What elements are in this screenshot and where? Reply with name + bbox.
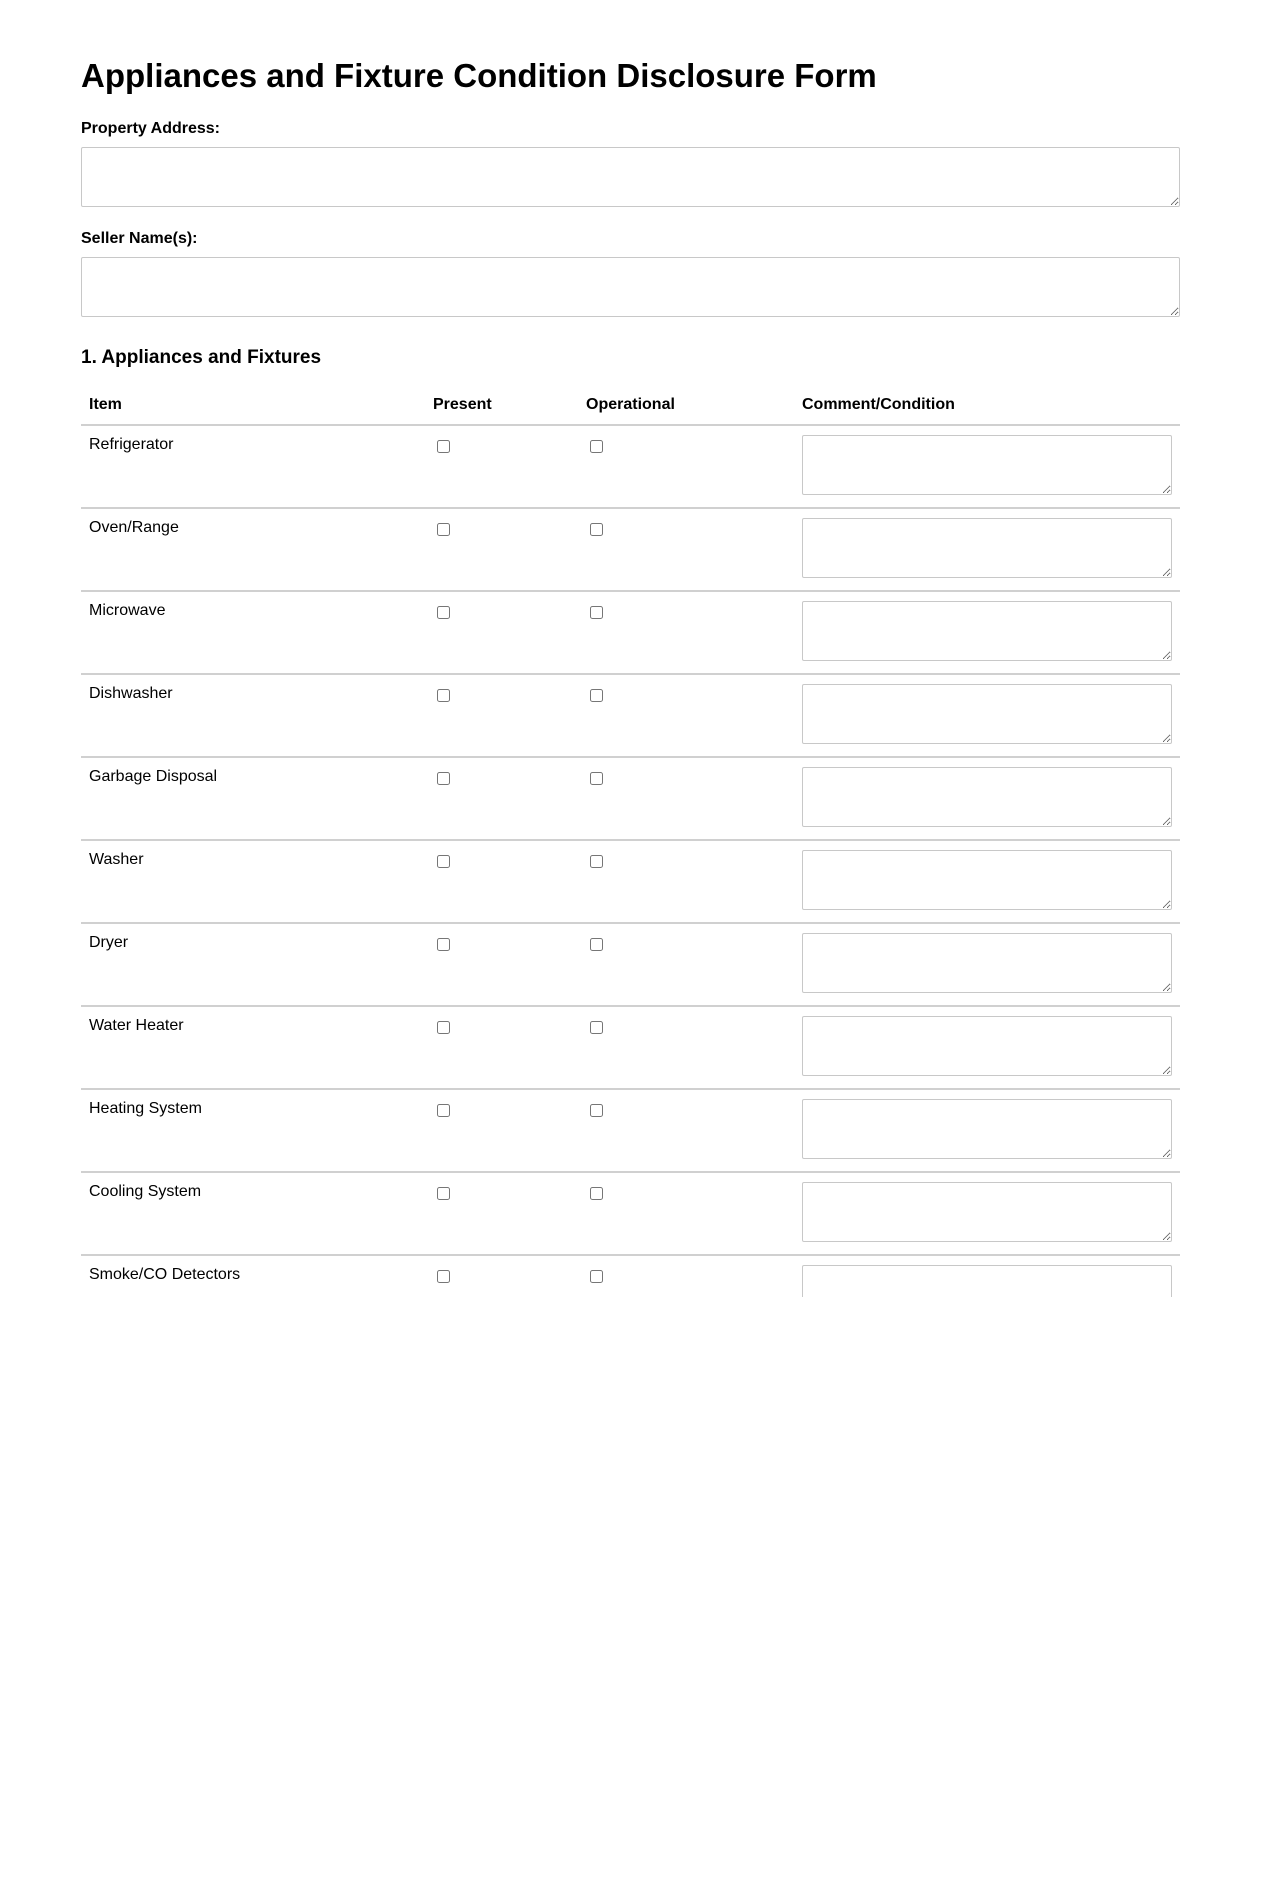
operational-checkbox[interactable] [590, 523, 603, 536]
comment-input[interactable] [802, 850, 1172, 910]
operational-checkbox[interactable] [590, 855, 603, 868]
comment-input[interactable] [802, 933, 1172, 993]
item-name: Dryer [81, 923, 425, 1006]
item-name: Dishwasher [81, 674, 425, 757]
comment-cell [794, 840, 1180, 923]
column-header-comment: Comment/Condition [794, 392, 1180, 425]
table-row [81, 757, 1180, 840]
item-name: Water Heater [81, 1006, 425, 1089]
present-cell [425, 1089, 578, 1172]
comment-cell [794, 757, 1180, 840]
operational-checkbox[interactable] [590, 1187, 603, 1200]
operational-cell [578, 1006, 794, 1089]
item-name: Refrigerator [81, 425, 425, 508]
operational-checkbox[interactable] [590, 440, 603, 453]
table-header-row [81, 392, 1180, 425]
present-cell [425, 425, 578, 508]
operational-cell [578, 591, 794, 674]
comment-cell [794, 1172, 1180, 1255]
operational-cell [578, 1172, 794, 1255]
operational-cell [578, 425, 794, 508]
comment-cell [794, 591, 1180, 674]
table-row [81, 923, 1180, 1006]
present-cell [425, 1255, 578, 1297]
item-name: Microwave [81, 591, 425, 674]
present-checkbox[interactable] [437, 855, 450, 868]
operational-cell [578, 1089, 794, 1172]
table-row [81, 1255, 1180, 1297]
present-cell [425, 757, 578, 840]
present-checkbox[interactable] [437, 606, 450, 619]
table-row [81, 591, 1180, 674]
comment-cell [794, 1089, 1180, 1172]
comment-input[interactable] [802, 767, 1172, 827]
operational-cell [578, 674, 794, 757]
section-heading: 1. Appliances and Fixtures [81, 347, 322, 368]
comment-input[interactable] [802, 435, 1172, 495]
present-checkbox[interactable] [437, 938, 450, 951]
operational-checkbox[interactable] [590, 1270, 603, 1283]
operational-checkbox[interactable] [590, 938, 603, 951]
column-header-operational: Operational [578, 392, 794, 425]
present-cell [425, 1172, 578, 1255]
property-address-input[interactable] [81, 147, 1180, 207]
present-cell [425, 591, 578, 674]
table-row [81, 1006, 1180, 1089]
present-cell [425, 1006, 578, 1089]
item-name: Oven/Range [81, 508, 425, 591]
operational-checkbox[interactable] [590, 1104, 603, 1117]
comment-input[interactable] [802, 518, 1172, 578]
present-checkbox[interactable] [437, 689, 450, 702]
item-name: Cooling System [81, 1172, 425, 1255]
operational-cell [578, 923, 794, 1006]
appliances-table [81, 392, 1180, 1297]
present-checkbox[interactable] [437, 1187, 450, 1200]
item-name: Washer [81, 840, 425, 923]
column-header-present: Present [425, 392, 578, 425]
present-checkbox[interactable] [437, 440, 450, 453]
comment-cell [794, 1006, 1180, 1089]
comment-input[interactable] [802, 1265, 1172, 1297]
operational-checkbox[interactable] [590, 1021, 603, 1034]
comment-cell [794, 674, 1180, 757]
item-name: Garbage Disposal [81, 757, 425, 840]
item-name: Smoke/CO Detectors [81, 1255, 425, 1297]
column-header-item: Item [81, 392, 425, 425]
present-checkbox[interactable] [437, 1104, 450, 1117]
comment-input[interactable] [802, 1182, 1172, 1242]
present-checkbox[interactable] [437, 772, 450, 785]
table-row [81, 840, 1180, 923]
operational-cell [578, 508, 794, 591]
table-row [81, 674, 1180, 757]
operational-checkbox[interactable] [590, 689, 603, 702]
present-checkbox[interactable] [437, 1021, 450, 1034]
table-row [81, 425, 1180, 508]
comment-input[interactable] [802, 601, 1172, 661]
table-row [81, 1089, 1180, 1172]
table-row [81, 508, 1180, 591]
present-checkbox[interactable] [437, 523, 450, 536]
present-cell [425, 508, 578, 591]
operational-cell [578, 757, 794, 840]
comment-input[interactable] [802, 1016, 1172, 1076]
operational-checkbox[interactable] [590, 772, 603, 785]
comment-cell [794, 425, 1180, 508]
operational-cell [578, 840, 794, 923]
item-name: Heating System [81, 1089, 425, 1172]
present-cell [425, 923, 578, 1006]
comment-cell [794, 923, 1180, 1006]
seller-names-label: Seller Name(s): [81, 230, 198, 247]
comment-cell [794, 1255, 1180, 1297]
table-row [81, 1172, 1180, 1255]
comment-input[interactable] [802, 1099, 1172, 1159]
property-address-label: Property Address: [81, 120, 220, 137]
present-checkbox[interactable] [437, 1270, 450, 1283]
operational-checkbox[interactable] [590, 606, 603, 619]
disclosure-form [81, 0, 1180, 1297]
comment-input[interactable] [802, 684, 1172, 744]
page-title: Appliances and Fixture Condition Disclosure Form [81, 57, 877, 94]
seller-names-input[interactable] [81, 257, 1180, 317]
operational-cell [578, 1255, 794, 1297]
comment-cell [794, 508, 1180, 591]
present-cell [425, 840, 578, 923]
present-cell [425, 674, 578, 757]
